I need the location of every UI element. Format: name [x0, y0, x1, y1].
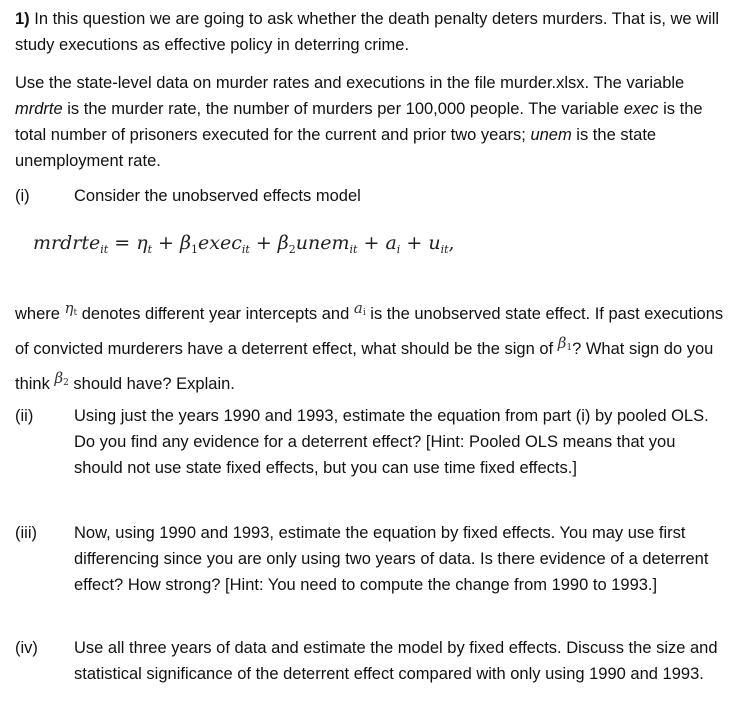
var-mrdrte: mrdrte [15, 100, 63, 118]
beta1-symbol [558, 334, 572, 352]
part-ii-label: (ii) [15, 407, 34, 425]
a-symbol-sub: i [362, 308, 366, 318]
data-text-3: is the total number of prisoners executed for the current and prior two years; [15, 100, 703, 144]
a-symbol-glyph: a [353, 299, 363, 317]
where-paragraph [15, 299, 740, 404]
where-text-5: should have? Explain. [68, 375, 235, 393]
part-iv-text: Use all three years of data and estimate the model by fixed effects. Discuss the size and statistical significance of the deterrent effect compared with only using 1990 and 1993. [74, 639, 718, 683]
part-iii-text: Now, using 1990 and 1993, estimate the equation by fixed effects. You may use first differencing since you are only using two years of data. Is there evidence of a deterrent effect? How strong? [Hint: You need to compute the change from 1990 to 1993.] [74, 524, 709, 594]
part-iii-label: (iii) [15, 524, 37, 542]
eta-symbol-glyph: η [64, 299, 74, 317]
eq-plus: + [400, 232, 429, 254]
eq-comma: , [448, 232, 455, 254]
question-number: 1) [15, 10, 30, 28]
eq-unem: unem [295, 232, 350, 254]
data-description [15, 70, 735, 174]
where-text-3: is the unobserved state effect. If past executions of convicted murderers have a deterrent effect, what should be the sign of [15, 305, 724, 358]
beta1-symbol-glyph: β [557, 334, 567, 352]
eq-plus: + [357, 232, 386, 254]
eq-sub: i [396, 243, 401, 256]
eq-sub: 2 [288, 243, 296, 256]
model-equation [33, 228, 455, 265]
where-text-4: ? What sign do you think [15, 340, 714, 393]
eq-exec: exec [197, 232, 242, 254]
eq-sub: it [440, 243, 449, 256]
eta-symbol [65, 299, 78, 317]
data-text-4: is the state unemployment rate. [15, 126, 657, 170]
eq-sub: it [349, 243, 358, 256]
where-text-2: denotes different year intercepts and [77, 305, 354, 323]
eq-equals: = [108, 232, 137, 254]
eq-eta: η [136, 232, 148, 254]
eq-sub: it [241, 243, 250, 256]
question-intro [15, 6, 735, 58]
part-i-text: Consider the unobserved effects model [74, 187, 361, 205]
eq-beta2: β [277, 232, 289, 254]
question-intro-text: In this question we are going to ask whether the death penalty deters murders. That is, we will study executions as effective policy in deterring crime. [15, 10, 720, 54]
beta2-symbol-sub: 2 [63, 378, 69, 388]
data-text-1: Use the state-level data on murder rates and executions in the file murder.xlsx. The variable [15, 74, 685, 92]
eq-sub: t [147, 243, 152, 256]
a-symbol [354, 299, 366, 317]
eq-a: a [385, 232, 397, 254]
where-text-1: where [15, 305, 65, 323]
eq-sub: it [100, 243, 109, 256]
eq-plus: + [249, 232, 278, 254]
eq-lhs: mrdrte [33, 232, 101, 254]
var-unem: unem [530, 126, 572, 144]
eq-plus: + [152, 232, 180, 254]
beta2-symbol-glyph: β [54, 369, 64, 387]
data-text-2: is the murder rate, the number of murders per 100,000 people. The variable [62, 100, 624, 118]
part-i-label: (i) [15, 187, 30, 205]
beta1-symbol-sub: 1 [566, 343, 573, 353]
part-iv-label: (iv) [15, 639, 38, 657]
eq-sub: 1 [190, 243, 198, 256]
eq-beta1: β [180, 232, 191, 254]
beta2-symbol [54, 369, 68, 387]
eta-symbol-sub: t [73, 308, 78, 318]
var-exec: exec [623, 100, 659, 118]
eq-u: u [428, 232, 441, 254]
part-ii-text: Using just the years 1990 and 1993, estimate the equation from part (i) by pooled OLS. Do you find any evidence for a deterrent effect? [Hint: Pooled OLS means that you should not use state fixed effects, but you can use time fixed effects.] [74, 407, 709, 477]
